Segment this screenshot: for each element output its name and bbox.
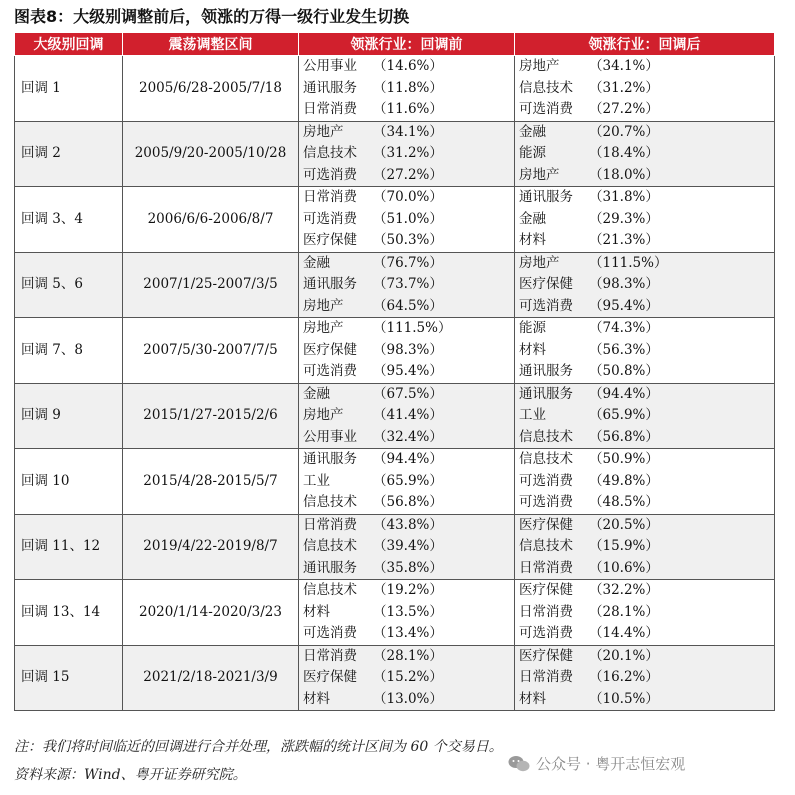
industry-entry (303, 318, 510, 340)
industry-entry (303, 122, 510, 144)
industry-pct: （34.1%） (373, 123, 443, 140)
after-industries-cell (515, 318, 775, 384)
industry-pct: （49.8%） (589, 472, 659, 489)
industry-name: 可选消费 (519, 494, 573, 510)
industry-entry (519, 99, 770, 121)
period-cell: 回调 13、14 (15, 580, 123, 646)
industry-entry (303, 602, 510, 624)
industry-pct: （11.8%） (373, 79, 443, 96)
industry-pct: （18.4%） (589, 145, 659, 161)
industry-name: 材料 (519, 690, 546, 707)
range-cell: 2007/1/25-2007/3/5 (123, 252, 299, 318)
industry-name: 房地产 (519, 58, 560, 74)
industry-entry (519, 471, 770, 493)
industry-pct: （64.5%） (373, 297, 443, 314)
industry-entry (519, 384, 770, 406)
before-industries-cell (299, 383, 515, 449)
industry-name: 能源 (519, 320, 546, 336)
figure-title: 图表8：大级别调整前后，领涨的万得一级行业发生切换 (14, 7, 410, 26)
industry-entry (519, 122, 770, 144)
industry-name: 信息技术 (303, 582, 357, 598)
range-cell: 2005/9/20-2005/10/28 (123, 121, 299, 187)
industry-name: 可选消费 (303, 363, 357, 379)
industry-pct: （98.3%） (373, 341, 443, 358)
after-industries-cell (515, 252, 775, 318)
industry-pct: （56.3%） (589, 341, 659, 358)
industry-pct: （10.6%） (589, 559, 659, 576)
industry-pct: （32.4%） (373, 428, 443, 445)
after-industries-cell (515, 514, 775, 580)
industry-name: 信息技术 (303, 538, 357, 554)
watermark-text: 公众号 · 粤开志恒宏观 (536, 755, 686, 773)
industry-entry (303, 143, 510, 165)
industry-name: 日常消费 (303, 101, 357, 117)
industry-pct: （76.7%） (373, 254, 443, 271)
industry-name: 通讯服务 (303, 79, 357, 96)
industry-pct: （14.4%） (589, 625, 659, 641)
industry-name: 可选消费 (303, 625, 357, 641)
table-row (15, 187, 775, 253)
before-industries-cell (299, 645, 515, 711)
industry-entry (303, 558, 510, 580)
table-row (15, 645, 775, 711)
industry-name: 日常消费 (303, 189, 357, 205)
industry-name: 通讯服务 (303, 559, 357, 576)
industry-entry (303, 667, 510, 689)
range-cell: 2015/1/27-2015/2/6 (123, 383, 299, 449)
industry-name: 医疗保健 (303, 232, 357, 248)
industry-entry (519, 602, 770, 624)
before-industries-cell (299, 187, 515, 253)
industry-entry (519, 558, 770, 580)
period-cell: 回调 10 (15, 449, 123, 515)
industry-name: 金融 (519, 210, 546, 227)
range-cell: 2006/6/6-2006/8/7 (123, 187, 299, 253)
industry-entry (519, 340, 770, 362)
industry-name: 房地产 (303, 320, 344, 336)
industry-name: 房地产 (303, 297, 344, 314)
industry-name: 信息技术 (519, 538, 573, 554)
industry-name: 信息技术 (303, 494, 357, 510)
industry-entry (303, 187, 510, 209)
industry-name: 通讯服务 (303, 451, 357, 467)
industry-pct: （13.0%） (373, 690, 443, 707)
industry-entry (519, 689, 770, 711)
before-industries-cell (299, 121, 515, 187)
range-cell: 2005/6/28-2005/7/18 (123, 56, 299, 122)
industry-name: 医疗保健 (519, 582, 573, 598)
industry-name: 通讯服务 (303, 276, 357, 292)
table-row (15, 449, 775, 515)
industry-name: 日常消费 (519, 669, 573, 685)
industry-pct: （31.8%） (589, 189, 659, 205)
industry-name: 信息技术 (519, 79, 573, 96)
industry-entry (519, 449, 770, 471)
industry-name: 能源 (519, 145, 546, 161)
industry-pct: （18.0%） (589, 166, 659, 183)
industry-pct: （19.2%） (373, 582, 443, 598)
industry-pct: （95.4%） (373, 363, 443, 379)
industry-pct: （67.5%） (373, 385, 443, 402)
industry-name: 金融 (303, 385, 330, 402)
industry-name: 可选消费 (519, 472, 573, 489)
industry-entry (303, 384, 510, 406)
before-industries-cell (299, 56, 515, 122)
industry-entry (303, 492, 510, 514)
period-cell: 回调 9 (15, 383, 123, 449)
header-before: 领涨行业：回调前 (299, 33, 515, 56)
industry-pct: （94.4%） (589, 385, 659, 402)
industry-pct: （13.4%） (373, 625, 443, 641)
industry-pct: （56.8%） (373, 494, 443, 510)
industry-name: 可选消费 (303, 166, 357, 183)
table-row (15, 318, 775, 384)
industry-name: 可选消费 (519, 101, 573, 117)
industry-pct: （16.2%） (589, 669, 659, 685)
industry-pct: （50.3%） (373, 232, 443, 248)
industry-name: 医疗保健 (519, 276, 573, 292)
industry-entry (303, 623, 510, 645)
industry-pct: （56.8%） (589, 428, 659, 445)
industry-entry (303, 78, 510, 100)
industry-entry (303, 99, 510, 121)
industry-pct: （39.4%） (373, 538, 443, 554)
range-cell: 2019/4/22-2019/8/7 (123, 514, 299, 580)
industry-entry (519, 296, 770, 318)
industry-entry (519, 230, 770, 252)
range-cell: 2021/2/18-2021/3/9 (123, 645, 299, 711)
industry-entry (303, 165, 510, 187)
data-source: 资料来源：Wind、粤开证券研究院。 (14, 767, 247, 783)
industry-pct: （35.8%） (373, 559, 443, 576)
after-industries-cell (515, 645, 775, 711)
industry-entry (519, 318, 770, 340)
table-row (15, 56, 775, 122)
industry-name: 房地产 (519, 254, 560, 271)
table-row (15, 514, 775, 580)
range-cell: 2007/5/30-2007/7/5 (123, 318, 299, 384)
industry-name: 信息技术 (303, 145, 357, 161)
table-row (15, 580, 775, 646)
industry-pct: （20.1%） (589, 647, 659, 664)
industry-entry (303, 536, 510, 558)
industry-pct: （111.5%） (589, 254, 668, 271)
industry-pct: （20.7%） (589, 123, 659, 140)
before-industries-cell (299, 514, 515, 580)
industry-name: 房地产 (303, 123, 344, 140)
industry-name: 日常消费 (519, 559, 573, 576)
industry-name: 通讯服务 (519, 385, 573, 402)
industry-pct: （15.2%） (373, 669, 443, 685)
industry-name: 医疗保健 (303, 341, 357, 358)
industry-pct: （28.1%） (373, 647, 443, 664)
industry-pct: （14.6%） (373, 58, 443, 74)
industry-entry (519, 253, 770, 275)
industry-pct: （98.3%） (589, 276, 659, 292)
industry-name: 通讯服务 (519, 189, 573, 205)
industry-pct: （11.6%） (373, 101, 443, 117)
range-cell: 2020/1/14-2020/3/23 (123, 580, 299, 646)
industry-pct: （34.1%） (589, 58, 659, 74)
industry-pct: （27.2%） (589, 101, 659, 117)
industry-pct: （95.4%） (589, 297, 659, 314)
industry-pct: （27.2%） (373, 166, 443, 183)
before-industries-cell (299, 318, 515, 384)
industry-name: 材料 (303, 690, 330, 707)
industry-pct: （31.2%） (373, 145, 443, 161)
industry-entry (303, 449, 510, 471)
industry-entry (303, 361, 510, 383)
industry-name: 可选消费 (519, 297, 573, 314)
industry-name: 日常消费 (303, 647, 357, 664)
industry-entry (519, 165, 770, 187)
industry-pct: （48.5%） (589, 494, 659, 510)
header-after: 领涨行业：回调后 (515, 33, 775, 56)
industry-name: 房地产 (303, 407, 344, 423)
industry-name: 金融 (303, 254, 330, 271)
industry-pct: （50.9%） (589, 451, 659, 467)
industry-entry (303, 274, 510, 296)
industry-entry (303, 56, 510, 78)
industry-name: 医疗保健 (519, 516, 573, 533)
industry-name: 信息技术 (519, 428, 573, 445)
header-range: 震荡调整区间 (123, 33, 299, 56)
period-cell: 回调 11、12 (15, 514, 123, 580)
industry-entry (519, 515, 770, 537)
industry-entry (519, 667, 770, 689)
industry-name: 房地产 (519, 166, 560, 183)
period-cell: 回调 5、6 (15, 252, 123, 318)
industry-name: 可选消费 (303, 210, 357, 227)
industry-rotation-table (14, 32, 775, 711)
industry-name: 工业 (303, 472, 330, 489)
industry-entry (303, 296, 510, 318)
before-industries-cell (299, 580, 515, 646)
after-industries-cell (515, 121, 775, 187)
industry-pct: （65.9%） (373, 472, 443, 489)
table-header-row (15, 33, 775, 56)
industry-pct: （50.8%） (589, 363, 659, 379)
industry-pct: （13.5%） (373, 603, 443, 620)
industry-pct: （41.4%） (373, 407, 443, 423)
industry-entry (303, 646, 510, 668)
industry-pct: （43.8%） (373, 516, 443, 533)
period-cell: 回调 1 (15, 56, 123, 122)
industry-name: 工业 (519, 407, 546, 423)
industry-pct: （32.2%） (589, 582, 659, 598)
industry-entry (303, 230, 510, 252)
wechat-icon (508, 755, 530, 773)
industry-entry (519, 492, 770, 514)
table-body (15, 56, 775, 711)
industry-entry (519, 209, 770, 231)
industry-pct: （111.5%） (373, 320, 452, 336)
table-row (15, 383, 775, 449)
industry-name: 日常消费 (519, 603, 573, 620)
industry-pct: （28.1%） (589, 603, 659, 620)
industry-entry (303, 209, 510, 231)
industry-pct: （51.0%） (373, 210, 443, 227)
industry-entry (519, 623, 770, 645)
industry-entry (519, 361, 770, 383)
industry-entry (519, 580, 770, 602)
period-cell: 回调 7、8 (15, 318, 123, 384)
table-row (15, 252, 775, 318)
period-cell: 回调 15 (15, 645, 123, 711)
after-industries-cell (515, 449, 775, 515)
industry-name: 日常消费 (303, 516, 357, 533)
header-period: 大级别回调 (15, 33, 123, 56)
industry-name: 可选消费 (519, 625, 573, 641)
industry-name: 医疗保健 (519, 647, 573, 664)
industry-entry (303, 689, 510, 711)
industry-pct: （10.5%） (589, 690, 659, 707)
industry-entry (519, 646, 770, 668)
after-industries-cell (515, 56, 775, 122)
industry-name: 通讯服务 (519, 363, 573, 379)
industry-entry (303, 515, 510, 537)
industry-pct: （21.3%） (589, 232, 659, 248)
industry-entry (519, 427, 770, 449)
industry-entry (519, 187, 770, 209)
industry-entry (519, 143, 770, 165)
table-note: 注：我们将时间临近的回调进行合并处理，涨跌幅的统计区间为 60 个交易日。 (14, 739, 503, 755)
industry-entry (303, 580, 510, 602)
industry-pct: （29.3%） (589, 210, 659, 227)
industry-pct: （31.2%） (589, 79, 659, 96)
period-cell: 回调 2 (15, 121, 123, 187)
industry-pct: （65.9%） (589, 407, 659, 423)
watermark (508, 752, 685, 776)
industry-entry (519, 405, 770, 427)
industry-pct: （20.5%） (589, 516, 659, 533)
industry-entry (303, 340, 510, 362)
industry-name: 金融 (519, 123, 546, 140)
industry-entry (519, 274, 770, 296)
period-cell: 回调 3、4 (15, 187, 123, 253)
industry-pct: （15.9%） (589, 538, 659, 554)
industry-entry (519, 56, 770, 78)
industry-name: 公用事业 (303, 58, 357, 74)
after-industries-cell (515, 580, 775, 646)
industry-name: 材料 (519, 232, 546, 248)
range-cell: 2015/4/28-2015/5/7 (123, 449, 299, 515)
industry-pct: （94.4%） (373, 451, 443, 467)
industry-entry (303, 427, 510, 449)
industry-name: 材料 (303, 603, 330, 620)
industry-name: 信息技术 (519, 451, 573, 467)
industry-name: 公用事业 (303, 428, 357, 445)
industry-entry (303, 471, 510, 493)
industry-name: 材料 (519, 341, 546, 358)
before-industries-cell (299, 252, 515, 318)
industry-entry (303, 405, 510, 427)
industry-pct: （74.3%） (589, 320, 659, 336)
industry-entry (519, 78, 770, 100)
before-industries-cell (299, 449, 515, 515)
industry-name: 医疗保健 (303, 669, 357, 685)
after-industries-cell (515, 187, 775, 253)
industry-pct: （73.7%） (373, 276, 443, 292)
industry-entry (303, 253, 510, 275)
after-industries-cell (515, 383, 775, 449)
industry-pct: （70.0%） (373, 189, 443, 205)
table-row (15, 121, 775, 187)
industry-entry (519, 536, 770, 558)
